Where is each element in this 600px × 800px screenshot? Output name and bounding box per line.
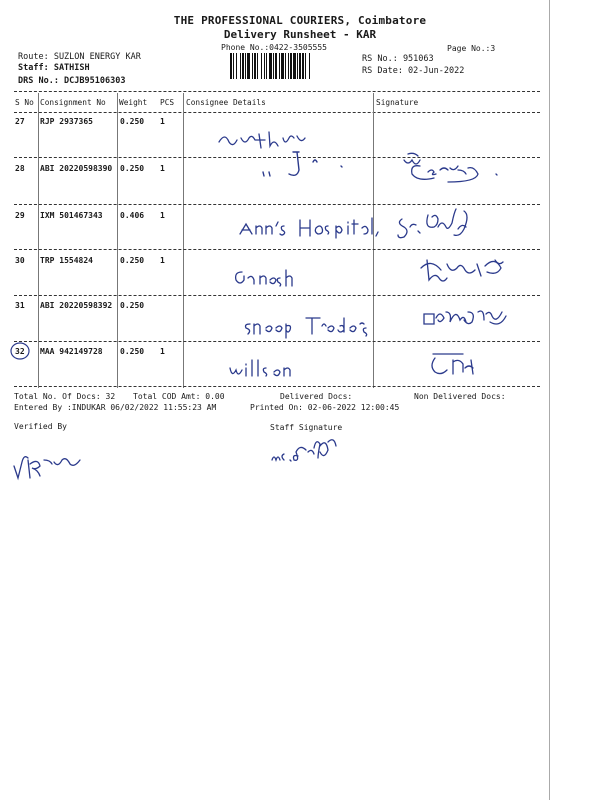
row-consignment: IXM 501467343 bbox=[40, 211, 103, 220]
route-label: Route: SUZLON ENERGY KAR bbox=[18, 52, 141, 62]
barcode-icon bbox=[230, 53, 353, 79]
signature-row-28 bbox=[398, 150, 508, 188]
row-pcs: 1 bbox=[160, 256, 165, 265]
delivered-docs: Delivered Docs: bbox=[280, 392, 353, 401]
handwriting-consignee-29 bbox=[236, 214, 381, 242]
table-top-border bbox=[14, 91, 540, 92]
rs-number: RS No.: 951063 bbox=[362, 54, 434, 64]
signature-row-32 bbox=[425, 348, 495, 380]
col-header-weight: Weight bbox=[119, 98, 148, 107]
table-header-border bbox=[14, 112, 540, 113]
row-divider bbox=[14, 249, 540, 250]
page-edge-line bbox=[549, 0, 550, 800]
row-consignment: ABI 20220598390 bbox=[40, 164, 113, 173]
signature-row-29 bbox=[394, 205, 484, 245]
col-divider bbox=[38, 93, 39, 388]
row-weight: 0.250 bbox=[120, 164, 145, 173]
row-weight: 0.406 bbox=[120, 211, 145, 220]
staff-signature-label: Staff Signature bbox=[270, 423, 343, 432]
row-pcs: 1 bbox=[160, 117, 165, 126]
page-number: Page No.:3 bbox=[447, 44, 496, 53]
row-weight: 0.250 bbox=[120, 347, 145, 356]
handwriting-consignee-32 bbox=[226, 356, 306, 382]
total-cod: Total COD Amt: 0.00 bbox=[133, 392, 225, 401]
row-divider bbox=[14, 341, 540, 342]
row-weight: 0.250 bbox=[120, 256, 145, 265]
rs-date: RS Date: 02-Jun-2022 bbox=[362, 66, 465, 76]
row-sno: 29 bbox=[15, 211, 25, 220]
row-consignment: RJP 2937365 bbox=[40, 117, 93, 126]
col-header-consignment: Consignment No bbox=[40, 98, 106, 107]
col-divider bbox=[183, 93, 184, 388]
row-sno: 27 bbox=[15, 117, 25, 126]
entered-by: Entered By :INDUKAR 06/02/2022 11:55:23 AM bbox=[14, 403, 217, 412]
row-sno: 30 bbox=[15, 256, 25, 265]
handwriting-consignee-28 bbox=[255, 148, 355, 180]
row-sno: 28 bbox=[15, 164, 25, 173]
col-header-sno: S No bbox=[15, 98, 34, 107]
row-pcs: 1 bbox=[160, 347, 165, 356]
verified-by-signature bbox=[10, 446, 90, 486]
handwriting-consignee-31 bbox=[242, 312, 372, 340]
row-pcs: 1 bbox=[160, 164, 165, 173]
staff-signature bbox=[268, 430, 348, 470]
row-consignment: TRP 1554824 bbox=[40, 256, 93, 265]
row-divider bbox=[14, 295, 540, 296]
total-docs: Total No. Of Docs: 32 bbox=[14, 392, 116, 401]
row-weight: 0.250 bbox=[120, 117, 145, 126]
col-divider bbox=[117, 93, 118, 388]
row-sno: 32 bbox=[15, 347, 25, 356]
row-consignment: ABI 20220598392 bbox=[40, 301, 113, 310]
col-header-signature: Signature bbox=[376, 98, 419, 107]
printed-on: Printed On: 02-06-2022 12:00:45 bbox=[250, 403, 400, 412]
signature-row-30 bbox=[415, 252, 515, 286]
drs-number: DRS No.: DCJB95106303 bbox=[18, 76, 126, 86]
handwriting-consignee-30 bbox=[232, 264, 302, 290]
col-header-consignee: Consignee Details bbox=[186, 98, 266, 107]
signature-row-31 bbox=[420, 300, 510, 334]
runsheet-subtitle: Delivery Runsheet - KAR bbox=[223, 28, 377, 41]
row-sno: 31 bbox=[15, 301, 25, 310]
phone-number: Phone No.:0422-3505555 bbox=[221, 43, 327, 52]
table-bottom-border bbox=[14, 386, 540, 387]
row-pcs: 1 bbox=[160, 211, 165, 220]
col-header-pcs: PCS bbox=[160, 98, 175, 107]
staff-label: Staff: SATHISH bbox=[18, 63, 90, 73]
company-title: THE PROFESSIONAL COURIERS, Coimbatore bbox=[173, 14, 427, 27]
row-weight: 0.250 bbox=[120, 301, 145, 310]
verified-by-label: Verified By bbox=[14, 422, 67, 431]
row-consignment: MAA 942149728 bbox=[40, 347, 103, 356]
non-delivered-docs: Non Delivered Docs: bbox=[414, 392, 506, 401]
